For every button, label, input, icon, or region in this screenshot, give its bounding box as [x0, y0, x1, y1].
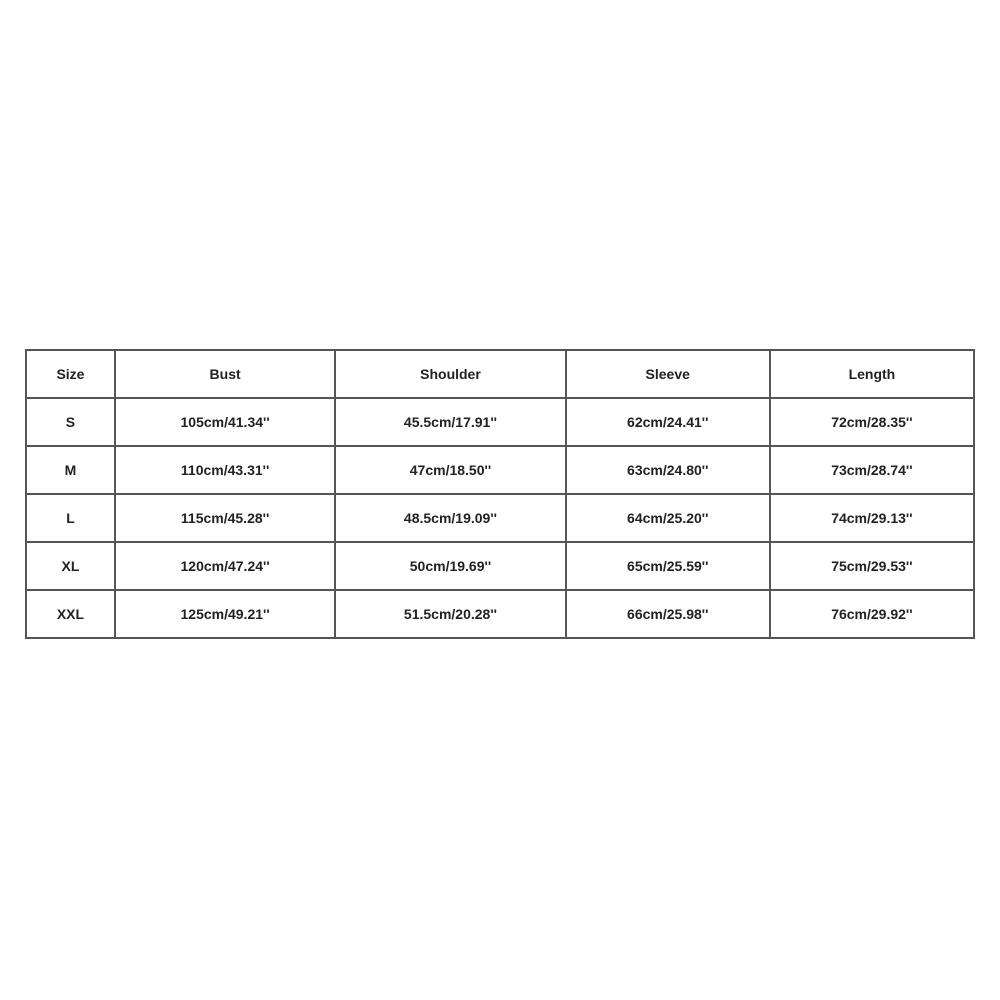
header-size: Size	[26, 350, 115, 398]
cell-bust: 110cm/43.31''	[115, 446, 335, 494]
cell-size: S	[26, 398, 115, 446]
cell-length: 73cm/28.74''	[770, 446, 974, 494]
cell-bust: 115cm/45.28''	[115, 494, 335, 542]
header-bust: Bust	[115, 350, 335, 398]
cell-shoulder: 51.5cm/20.28''	[335, 590, 565, 638]
table-row	[26, 398, 974, 446]
cell-shoulder: 50cm/19.69''	[335, 542, 565, 590]
cell-length: 75cm/29.53''	[770, 542, 974, 590]
cell-bust: 105cm/41.34''	[115, 398, 335, 446]
cell-shoulder: 47cm/18.50''	[335, 446, 565, 494]
cell-size: XXL	[26, 590, 115, 638]
cell-sleeve: 66cm/25.98''	[566, 590, 770, 638]
table-row	[26, 590, 974, 638]
table-row	[26, 494, 974, 542]
header-length: Length	[770, 350, 974, 398]
cell-sleeve: 63cm/24.80''	[566, 446, 770, 494]
cell-size: XL	[26, 542, 115, 590]
cell-length: 74cm/29.13''	[770, 494, 974, 542]
cell-length: 72cm/28.35''	[770, 398, 974, 446]
table-header-row	[26, 350, 974, 398]
cell-shoulder: 45.5cm/17.91''	[335, 398, 565, 446]
cell-bust: 120cm/47.24''	[115, 542, 335, 590]
size-chart-table	[25, 349, 975, 639]
cell-bust: 125cm/49.21''	[115, 590, 335, 638]
table-row	[26, 542, 974, 590]
cell-sleeve: 64cm/25.20''	[566, 494, 770, 542]
table-row	[26, 446, 974, 494]
cell-size: M	[26, 446, 115, 494]
cell-length: 76cm/29.92''	[770, 590, 974, 638]
cell-shoulder: 48.5cm/19.09''	[335, 494, 565, 542]
cell-sleeve: 62cm/24.41''	[566, 398, 770, 446]
cell-size: L	[26, 494, 115, 542]
header-shoulder: Shoulder	[335, 350, 565, 398]
header-sleeve: Sleeve	[566, 350, 770, 398]
cell-sleeve: 65cm/25.59''	[566, 542, 770, 590]
